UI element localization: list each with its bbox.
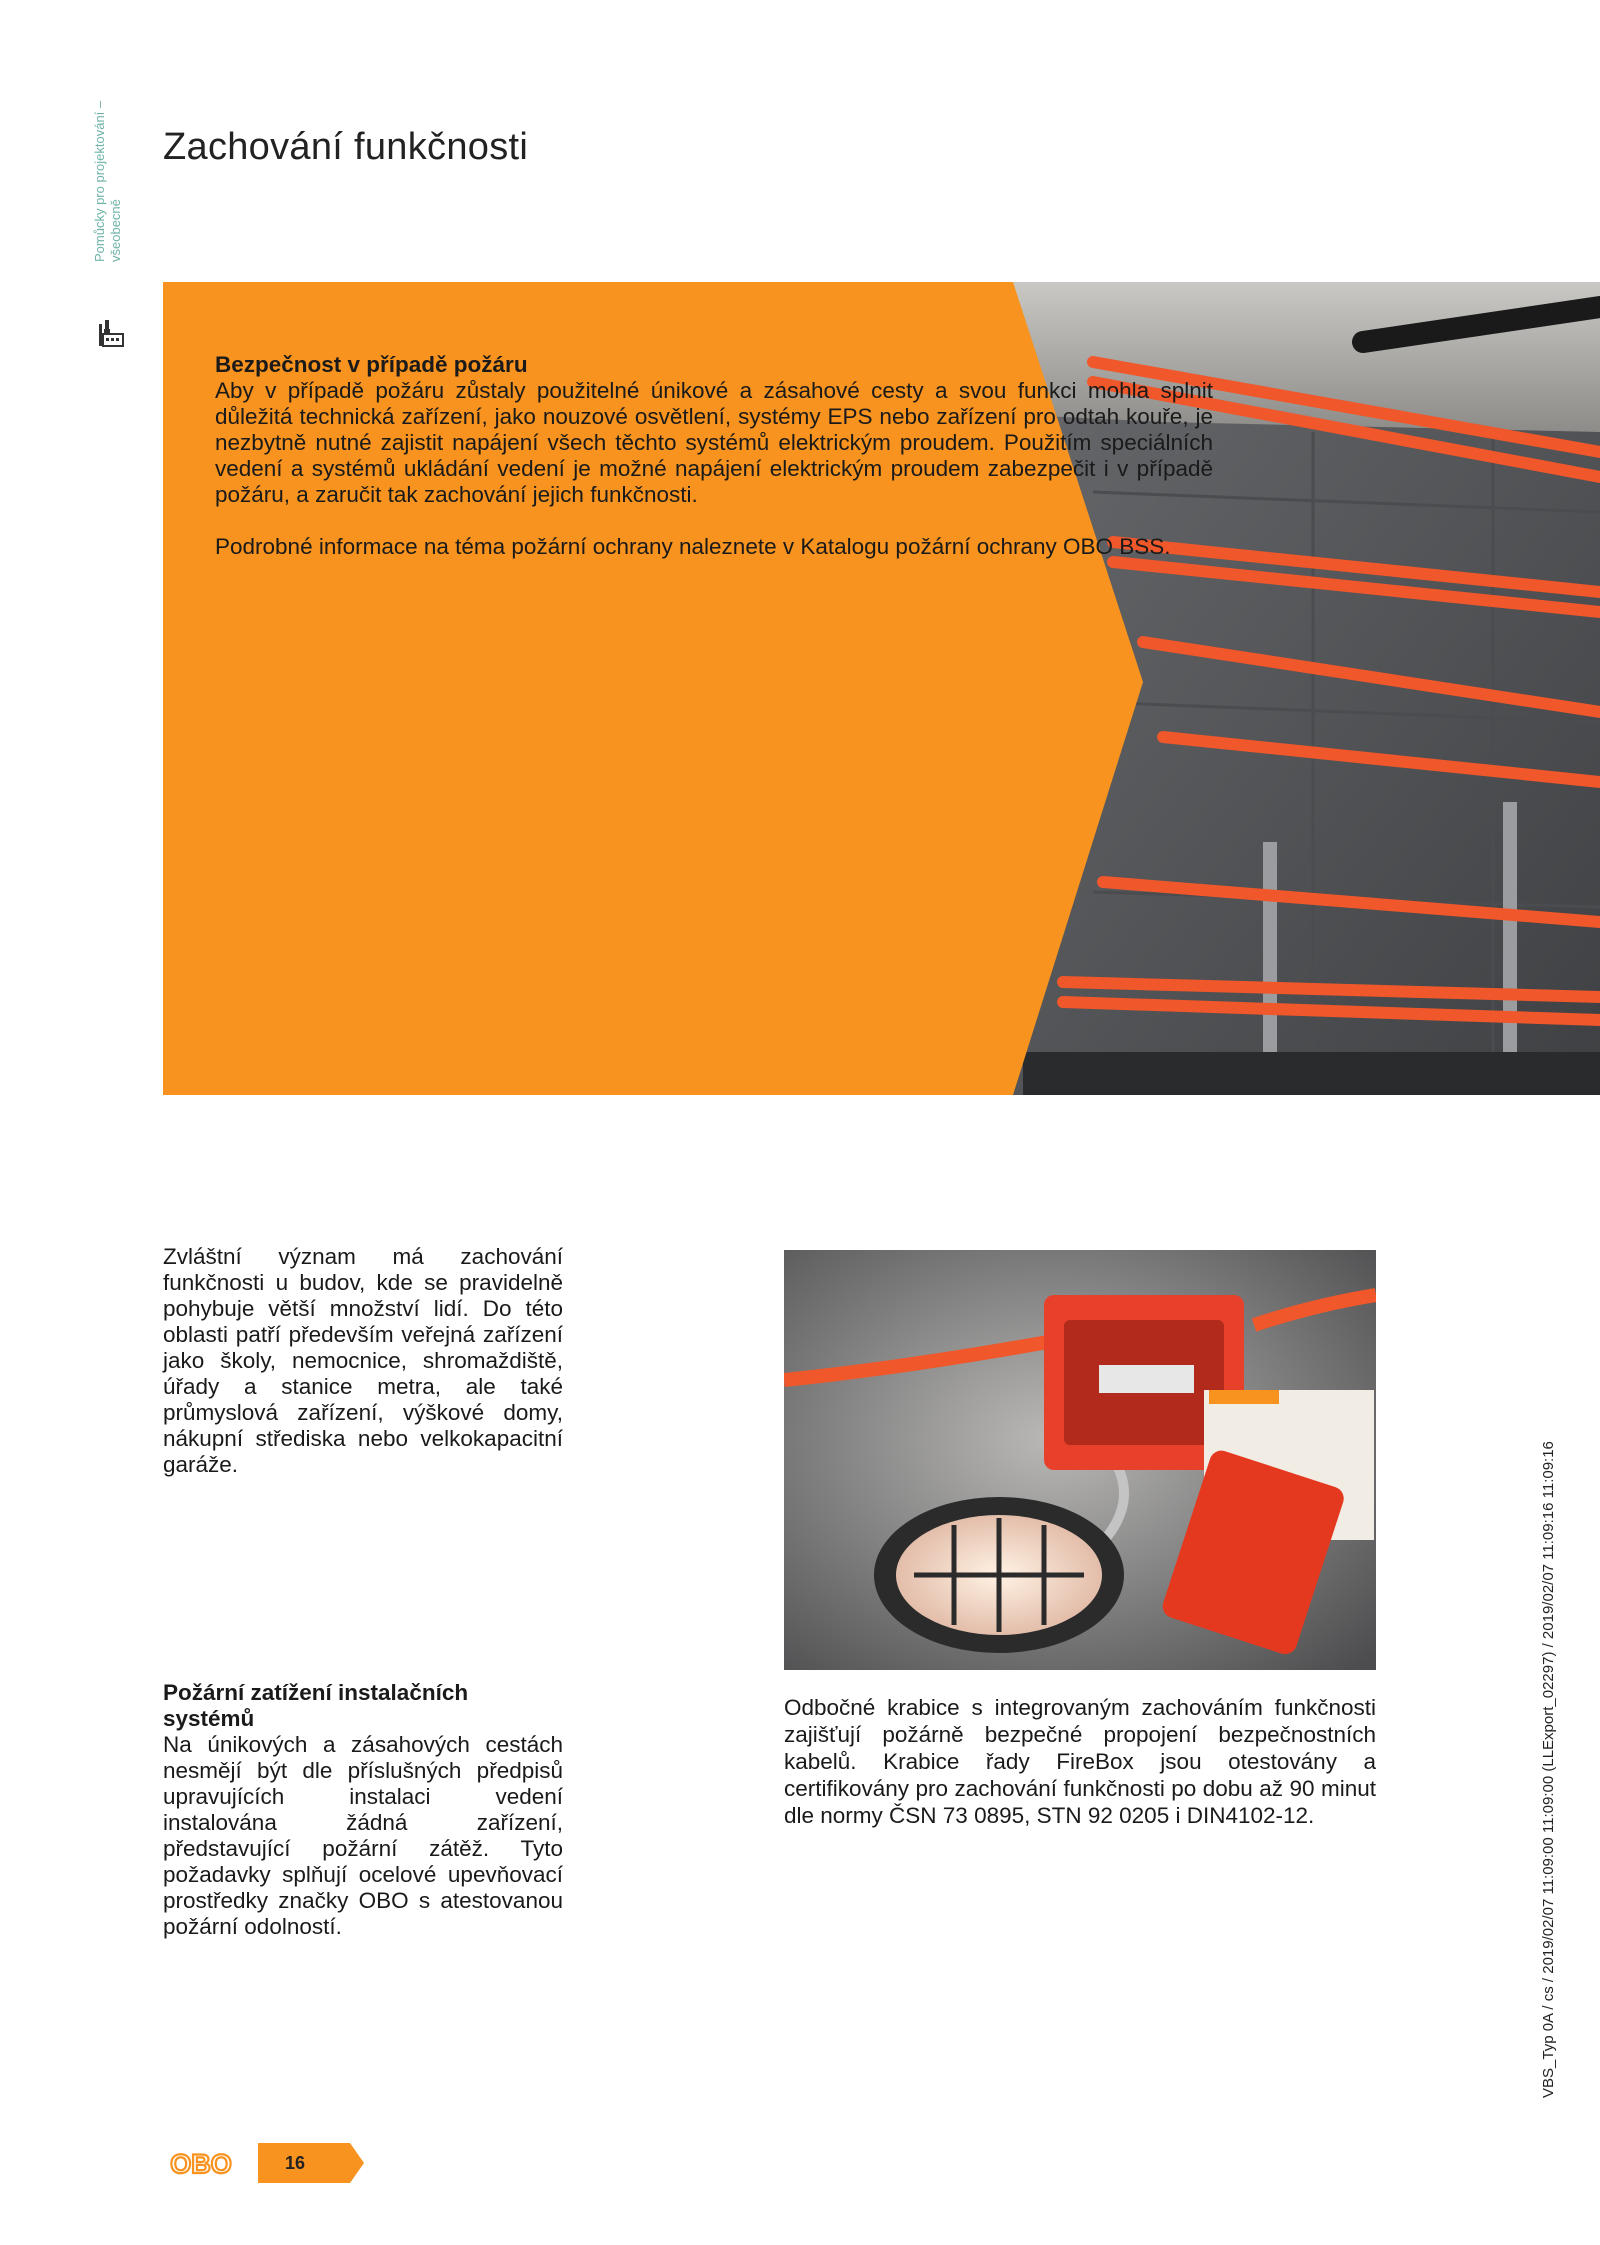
screwdriver-box-icon [96, 318, 126, 350]
hero-heading: Bezpečnost v případě požáru [215, 352, 528, 377]
photo-caption: Odbočné krabice s integrovaným zachováním funkčnosti zajišťují požárně bezpečné propojení bezpečnostních kabelů. Krabice řady FireBox jsou otestovány a certifikovány pro zachování funkčnosti po dobu až 90 minut dle normy ČSN 73 0895, STN 92 0205 i DIN4102-12. [784, 1695, 1376, 1828]
obo-logo [160, 2147, 242, 2181]
intro-block [163, 1244, 563, 1478]
print-metadata: VBS_Typ 0A / cs / 2019/02/07 11:09:00 11:09:00 (LLExport_02297) / 2019/02/07 11:09:16 11:09:16 [1540, 1441, 1557, 2098]
hero-paragraph-catalog: Podrobné informace na téma požární ochrany naleznete v Katalogu požární ochrany OBO BSS. [215, 534, 1171, 559]
obo-logo-text: OBO [170, 2149, 232, 2179]
fire-load-block [163, 1680, 563, 1940]
intro-paragraph: Zvláštní význam má zachování funkčnosti u budov, kde se pravidelně pohybuje větší množství lidí. Do této oblasti patří především veřejná zařízení jako školy, nemocnice, shromaždiště, úřady a stanice metra, ale také průmyslová zařízení, výškové domy, nákupní střediska nebo velkokapacitní garáže. [163, 1244, 563, 1477]
hero-section [163, 282, 1600, 1095]
firebox-junction-photo [784, 1250, 1376, 1670]
hero-text-block [215, 352, 1213, 560]
page-number: 16 [284, 2152, 306, 2173]
fire-load-paragraph: Na únikových a zásahových cestách nesmějí být dle příslušných předpisů upravujících instalaci vedení instalována žádná zařízení, představující požární zátěž. Tyto požadavky splňují ocelové upevňovací prostředky značky OBO s atestovanou požární odolností. [163, 1732, 563, 1939]
section-label-text: Pomůcky pro projektování – všeobecně [92, 100, 123, 262]
hero-paragraph: Aby v případě požáru zůstaly použitelné únikové a zásahové cesty a svou funkci mohla splnit důležitá technická zařízení, jako nouzové osvětlení, systémy EPS nebo zařízení pro odtah kouře, je nezbytně nutné zajistit napájení všech těchto systémů elektrickým proudem. Použitím speciálních vedení a systémů ukládání vedení je možné napájení elektrickým proudem zabezpečit i v případě požáru, a zaručit tak zachování jejich funkčnosti. [215, 378, 1213, 507]
fire-load-heading: Požární zatížení instalačních systémů [163, 1680, 469, 1731]
page-title: Zachování funkčnosti [163, 126, 529, 168]
section-label [92, 72, 124, 262]
